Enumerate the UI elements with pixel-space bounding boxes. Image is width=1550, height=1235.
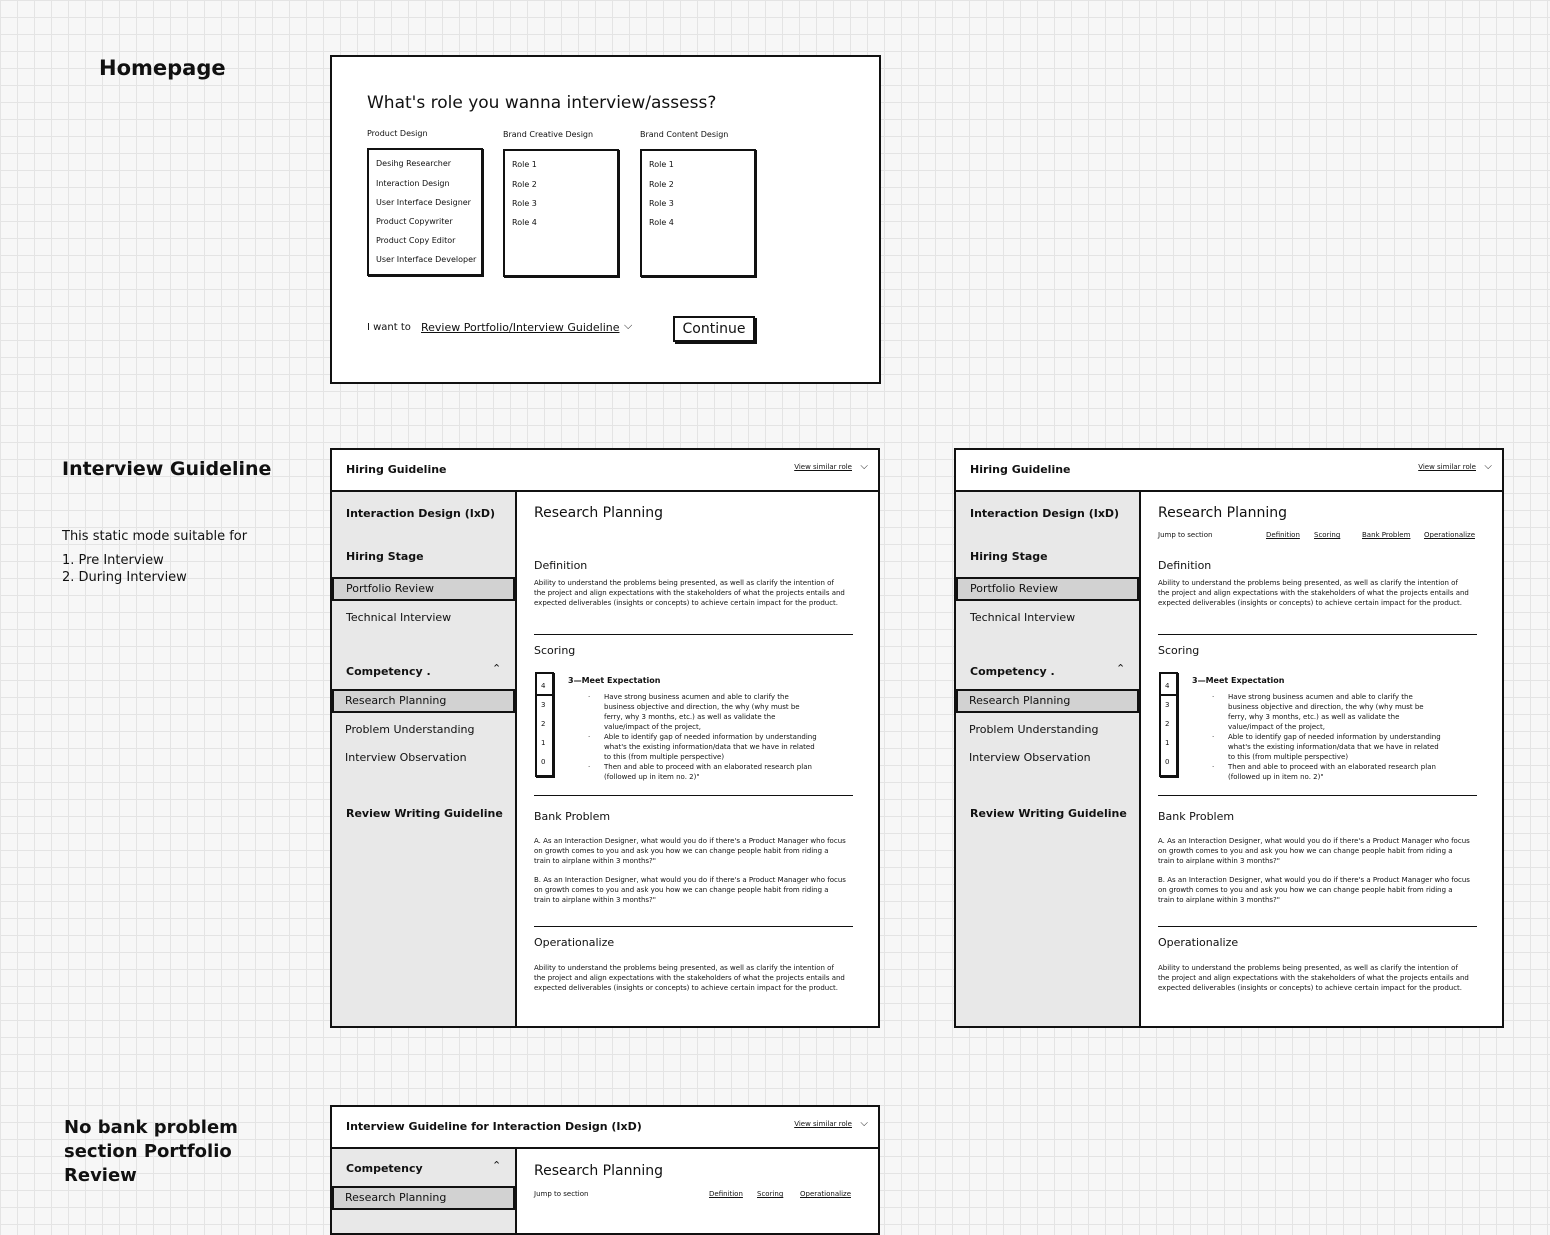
- scoring-title: Scoring: [534, 644, 576, 657]
- i-want-label: I want to: [367, 322, 411, 333]
- score-option[interactable]: 0: [1165, 758, 1170, 766]
- role-option[interactable]: Interaction Design: [376, 179, 450, 188]
- header-title: Interview Guideline for Interaction Design (IxD): [346, 1120, 642, 1133]
- score-bullet: Able to identify gap of needed information by understanding what's the existing information/data that we have in related to this (from multiple perspective): [604, 733, 817, 761]
- score-option[interactable]: 0: [541, 758, 546, 766]
- purpose-dropdown[interactable]: Review Portfolio/Interview Guideline: [421, 321, 620, 334]
- homepage-label: Homepage: [99, 56, 226, 80]
- section-title: Research Planning: [534, 505, 663, 521]
- sidebar-item-portfolio-review[interactable]: Portfolio Review: [970, 582, 1058, 595]
- guideline-frame-2: [954, 448, 1504, 1028]
- role-option[interactable]: Role 4: [512, 218, 537, 227]
- bank-title: Bank Problem: [1158, 810, 1235, 823]
- role-option[interactable]: Role 1: [649, 160, 674, 169]
- homepage-frame: [330, 55, 881, 384]
- sidebar: [332, 1149, 517, 1233]
- role-question: What's role you wanna interview/assess?: [367, 93, 717, 113]
- jump-to-label: Jump to section: [534, 1190, 589, 1198]
- bank-question-a: A. As an Interaction Designer, what would you do if there's a Product Manager who focus on growth comes to you and ask you how we can change people habit from riding a train to airplane within 3 months?": [1158, 837, 1470, 865]
- guideline-frame-1: [330, 448, 880, 1028]
- role-list-product-design[interactable]: [367, 148, 483, 276]
- competency-heading[interactable]: Competency .: [970, 665, 1055, 678]
- chevron-down-icon[interactable]: ⌵: [860, 461, 868, 472]
- static-mode-note: This static mode suitable for: [62, 529, 248, 544]
- guideline-header: [956, 450, 1502, 492]
- interview-guideline-label: Interview Guideline: [62, 458, 272, 480]
- sidebar-item-problem-understanding[interactable]: Problem Understanding: [345, 723, 475, 736]
- divider: [534, 926, 853, 927]
- definition-title: Definition: [534, 559, 588, 572]
- jump-link-definition[interactable]: Definition: [1266, 531, 1300, 539]
- jump-link-operationalize[interactable]: Operationalize: [800, 1190, 851, 1198]
- role-option[interactable]: Role 3: [649, 199, 674, 208]
- score-bullet: Then and able to proceed with an elaborated research plan (followed up in item no. 2)": [1228, 763, 1436, 781]
- group-title: Brand Creative Design: [503, 130, 594, 139]
- role-option[interactable]: Role 4: [649, 218, 674, 227]
- view-similar-link[interactable]: View similar role: [794, 1120, 852, 1128]
- jump-link-scoring[interactable]: Scoring: [1314, 531, 1341, 539]
- role-option[interactable]: User Interface Developer: [376, 255, 477, 264]
- content: [518, 492, 878, 1026]
- sidebar-item-technical-interview[interactable]: Technical Interview: [346, 611, 452, 624]
- divider: [534, 634, 853, 635]
- mode-item: 2. During Interview: [62, 570, 187, 585]
- chevron-up-icon[interactable]: ⌃: [492, 1159, 502, 1172]
- jump-link-bank-problem[interactable]: Bank Problem: [1362, 531, 1411, 539]
- section-title: Research Planning: [1158, 505, 1287, 521]
- header-title: Hiring Guideline: [346, 463, 447, 476]
- sidebar-item-research-planning[interactable]: Research Planning: [345, 694, 447, 707]
- score-option[interactable]: 3: [1165, 701, 1170, 709]
- sidebar-item-research-planning[interactable]: Research Planning: [345, 1191, 447, 1204]
- role-option[interactable]: Role 3: [512, 199, 537, 208]
- no-bank-label: No bank problem section Portfolio Review: [64, 1117, 238, 1186]
- chevron-up-icon[interactable]: ⌃: [1116, 662, 1126, 675]
- chevron-down-icon[interactable]: ⌵: [860, 1118, 868, 1129]
- jump-link-definition[interactable]: Definition: [709, 1190, 743, 1198]
- divider: [1158, 634, 1477, 635]
- definition-text: Ability to understand the problems being presented, as well as clarify the intention of the project and align expectations with the stakeholders of what the projects entails and expected deliverables (insights or concepts) to achieve certain impact for the product.: [534, 579, 845, 607]
- role-option[interactable]: Role 2: [512, 180, 537, 189]
- competency-heading[interactable]: Competency .: [346, 665, 431, 678]
- score-bullet: Then and able to proceed with an elaborated research plan (followed up in item no. 2)": [604, 763, 812, 781]
- role-option[interactable]: Product Copy Editor: [376, 236, 456, 245]
- sidebar-item-portfolio-review[interactable]: Portfolio Review: [346, 582, 434, 595]
- sidebar-item-technical-interview[interactable]: Technical Interview: [970, 611, 1076, 624]
- mode-item: 1. Pre Interview: [62, 553, 164, 568]
- view-similar-link[interactable]: View similar role: [794, 463, 852, 471]
- bank-title: Bank Problem: [534, 810, 611, 823]
- bank-question-a: A. As an Interaction Designer, what would you do if there's a Product Manager who focus on growth comes to you and ask you how we can change people habit from riding a train to airplane within 3 months?": [534, 837, 846, 865]
- bank-question-b: B. As an Interaction Designer, what would you do if there's a Product Manager who focus on growth comes to you and ask you how we can change people habit from riding a train to airplane within 3 months?": [534, 876, 846, 904]
- role-list-brand-content[interactable]: [640, 149, 756, 277]
- chevron-down-icon[interactable]: ⌵: [624, 319, 633, 332]
- score-bullets: · Have strong business acumen and able to clarify the business objective and direction, the why (why must be ferry, why 3 months, etc.) as well as validate the value/impact of the project, · Able to identify gap of needed information by understanding what's the existing information/data that we have in related to this (from multiple perspective) · Then and able to proceed with an elaborated research plan (followed up in item no. 2)": [588, 693, 817, 781]
- guideline-header: [332, 1107, 878, 1149]
- guideline-frame-3: [330, 1105, 880, 1235]
- role-list-brand-creative[interactable]: [503, 149, 619, 277]
- continue-button[interactable]: Continue: [673, 316, 755, 342]
- scoring-title: Scoring: [1158, 644, 1200, 657]
- section-title: Research Planning: [534, 1163, 663, 1179]
- score-heading: 3—Meet Expectation: [1192, 676, 1285, 685]
- role-option[interactable]: Role 1: [512, 160, 537, 169]
- score-option[interactable]: 4: [541, 682, 546, 690]
- view-similar-link[interactable]: View similar role: [1418, 463, 1476, 471]
- score-option[interactable]: 2: [541, 720, 546, 728]
- operationalize-text: Ability to understand the problems being presented, as well as clarify the intention of the project and align expectations with the stakeholders of what the projects entails and expected deliverables (insights or concepts) to achieve certain impact for the product.: [1158, 964, 1469, 992]
- group-title: Product Design: [367, 129, 428, 138]
- divider: [534, 795, 853, 796]
- guideline-header: [332, 450, 878, 492]
- divider: [1158, 926, 1477, 927]
- role-option[interactable]: Product Copywriter: [376, 217, 453, 226]
- header-title: Hiring Guideline: [970, 463, 1071, 476]
- score-heading: 3—Meet Expectation: [568, 676, 661, 685]
- score-option[interactable]: 4: [1165, 682, 1170, 690]
- sidebar-item-problem-understanding[interactable]: Problem Understanding: [969, 723, 1099, 736]
- sidebar-item-interview-observation[interactable]: Interview Observation: [969, 751, 1091, 764]
- content: [518, 1149, 878, 1233]
- score-scale[interactable]: [535, 672, 554, 777]
- operationalize-title: Operationalize: [534, 936, 615, 949]
- role-title: Interaction Design (IxD): [970, 507, 1120, 520]
- review-writing-link[interactable]: Review Writing Guideline: [346, 807, 503, 820]
- score-bullet: Able to identify gap of needed information by understanding what's the existing information/data that we have in related to this (from multiple perspective): [1228, 733, 1441, 761]
- score-option[interactable]: 1: [541, 739, 546, 747]
- sidebar: [956, 492, 1141, 1026]
- role-title: Interaction Design (IxD): [346, 507, 496, 520]
- score-bullets: · Have strong business acumen and able to clarify the business objective and direction, the why (why must be ferry, why 3 months, etc.) as well as validate the value/impact of the project, · Able to identify gap of needed information by understanding what's the existing information/data that we have in related to this (from multiple perspective) · Then and able to proceed with an elaborated research plan (followed up in item no. 2)": [1212, 693, 1441, 781]
- jump-link-operationalize[interactable]: Operationalize: [1424, 531, 1475, 539]
- hiring-stage-heading: Hiring Stage: [970, 550, 1048, 563]
- definition-text: Ability to understand the problems being presented, as well as clarify the intention of the project and align expectations with the stakeholders of what the projects entails and expected deliverables (insights or concepts) to achieve certain impact for the product.: [1158, 579, 1469, 607]
- sidebar-item-research-planning[interactable]: Research Planning: [969, 694, 1071, 707]
- role-option[interactable]: Desihg Researcher: [376, 159, 452, 168]
- competency-heading[interactable]: Competency: [346, 1162, 423, 1175]
- score-option[interactable]: 2: [1165, 720, 1170, 728]
- chevron-up-icon[interactable]: ⌃: [492, 662, 502, 675]
- role-option[interactable]: User Interface Designer: [376, 198, 471, 207]
- role-option[interactable]: Role 2: [649, 180, 674, 189]
- score-bullet: Have strong business acumen and able to clarify the business objective and direction, the why (why must be ferry, why 3 months, etc.) as well as validate the value/impact of the project,: [1228, 693, 1424, 731]
- jump-link-scoring[interactable]: Scoring: [757, 1190, 784, 1198]
- jump-to-label: Jump to section: [1158, 531, 1213, 539]
- hiring-stage-heading: Hiring Stage: [346, 550, 424, 563]
- score-option[interactable]: 1: [1165, 739, 1170, 747]
- review-writing-link[interactable]: Review Writing Guideline: [970, 807, 1127, 820]
- operationalize-title: Operationalize: [1158, 936, 1239, 949]
- definition-title: Definition: [1158, 559, 1212, 572]
- score-option[interactable]: 3: [541, 701, 546, 709]
- divider: [1158, 795, 1477, 796]
- group-title: Brand Content Design: [640, 130, 729, 139]
- sidebar: [332, 492, 517, 1026]
- score-scale[interactable]: [1159, 672, 1178, 777]
- chevron-down-icon[interactable]: ⌵: [1484, 461, 1492, 472]
- sidebar-item-interview-observation[interactable]: Interview Observation: [345, 751, 467, 764]
- content: [1142, 492, 1502, 1026]
- bank-question-b: B. As an Interaction Designer, what would you do if there's a Product Manager who focus on growth comes to you and ask you how we can change people habit from riding a train to airplane within 3 months?": [1158, 876, 1470, 904]
- operationalize-text: Ability to understand the problems being presented, as well as clarify the intention of the project and align expectations with the stakeholders of what the projects entails and expected deliverables (insights or concepts) to achieve certain impact for the product.: [534, 964, 845, 992]
- score-bullet: Have strong business acumen and able to clarify the business objective and direction, the why (why must be ferry, why 3 months, etc.) as well as validate the value/impact of the project,: [604, 693, 800, 731]
